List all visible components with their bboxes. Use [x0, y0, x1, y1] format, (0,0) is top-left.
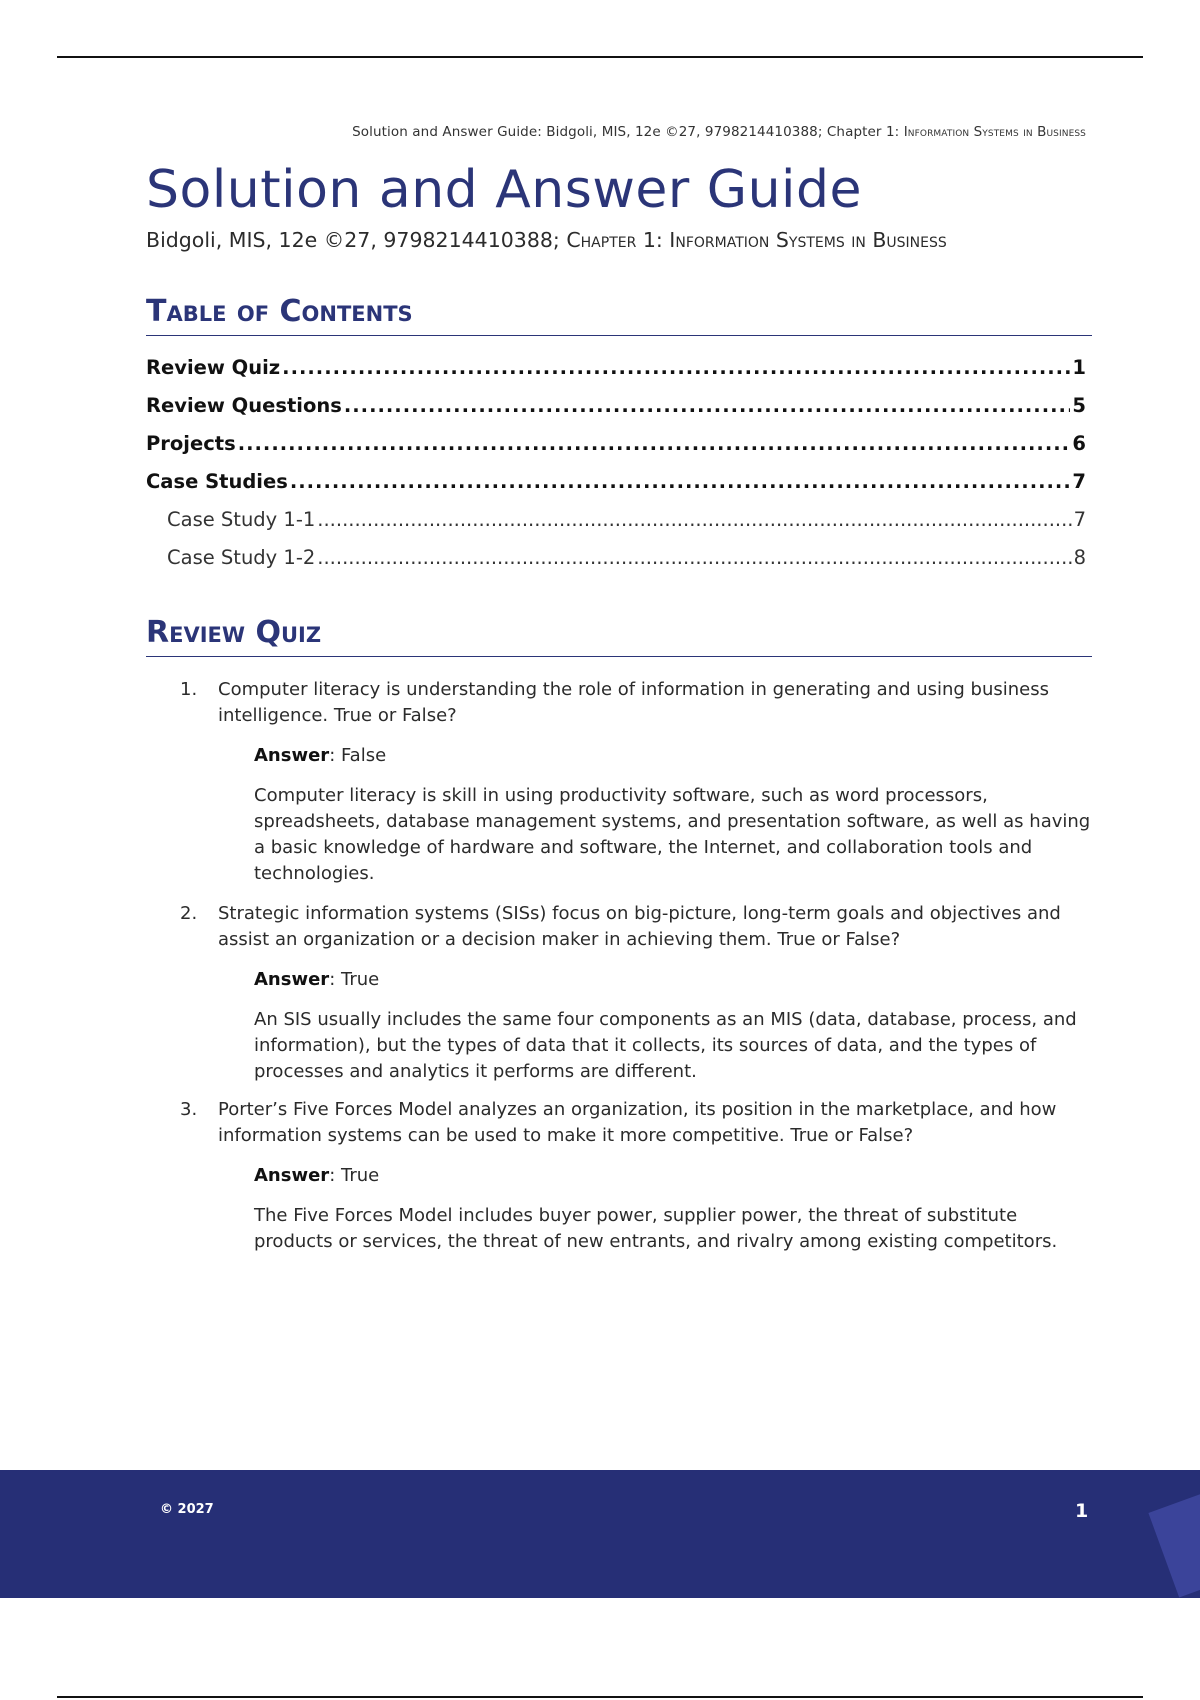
toc-entry-review-quiz[interactable]: [146, 356, 1086, 394]
toc-leader-dots: [238, 432, 1071, 455]
toc-entry-page: 7: [1072, 470, 1086, 493]
quiz-item-number: 2.: [180, 903, 198, 924]
answer-label: Answer: [254, 969, 330, 990]
toc-leader-dots: [344, 394, 1071, 417]
bottom-rule: [57, 1696, 1143, 1698]
toc-entry-label: Review Questions: [146, 394, 342, 417]
quiz-item-number: 3.: [180, 1099, 198, 1120]
quiz-question: Strategic information systems (SISs) focus on big-picture, long-term goals and objectives and assist an organization or a decision maker in achieving them. True or False?: [218, 903, 1061, 950]
toc-leader-dots: [317, 546, 1071, 569]
quiz-item-number: 1.: [180, 679, 198, 700]
toc-entry-projects[interactable]: [146, 432, 1086, 470]
quiz-answer: Answer: False: [254, 745, 387, 766]
quiz-question: Computer literacy is understanding the role of information in generating and using business intelligence. True or False?: [218, 679, 1050, 726]
answer-value: True: [340, 1165, 380, 1186]
toc-entry-page: 1: [1072, 356, 1086, 379]
footer-copyright: © 2027: [160, 1502, 214, 1517]
answer-label: Answer: [254, 745, 330, 766]
toc-leader-dots: [282, 356, 1070, 379]
footer-page-number: 1: [1075, 1500, 1089, 1522]
toc-leader-dots: [290, 470, 1071, 493]
toc-entry-label: Review Quiz: [146, 356, 281, 379]
toc-heading: Table of Contents: [146, 294, 1092, 336]
quiz-item: [146, 1097, 1096, 1255]
toc-entry-label: Case Study 1-1: [167, 508, 316, 531]
toc-entry-case-studies[interactable]: [146, 470, 1086, 508]
toc-entry-label: Case Studies: [146, 470, 288, 493]
running-header-text: Solution and Answer Guide: Bidgoli, MIS, 12e ©27, 9798214410388; Chapter 1:: [352, 124, 904, 140]
answer-value: True: [340, 969, 380, 990]
quiz-question: Porter’s Five Forces Model analyzes an organization, its position in the marketplace, and how information systems can be used to make it more competitive. True or False?: [218, 1099, 1057, 1146]
quiz-explanation: Computer literacy is skill in using productivity software, such as word processors, spreadsheets, database management systems, and presentation software, as well as having a basic knowledge of hardware and software, the Internet, and collaboration tools and technologies.: [254, 785, 1091, 884]
quiz-explanation: The Five Forces Model includes buyer power, supplier power, the threat of substitute products or services, the threat of new entrants, and rivalry among existing competitors.: [254, 1205, 1058, 1252]
subtitle-chapter: Chapter 1: Information Systems in Business: [566, 228, 947, 252]
table-of-contents: [146, 356, 1086, 584]
toc-entry-label: Case Study 1-2: [167, 546, 316, 569]
subtitle-text: Bidgoli, MIS, 12e ©27, 9798214410388;: [146, 228, 567, 252]
footer-band: [0, 1470, 1200, 1598]
review-quiz-heading: Review Quiz: [146, 615, 1092, 657]
review-quiz-list: [146, 677, 1096, 1255]
running-header-chapter: Information Systems in Business: [903, 124, 1086, 140]
quiz-item: [146, 901, 1096, 1085]
toc-entry-page: 7: [1073, 508, 1086, 531]
toc-entry-case-study-1-1[interactable]: [146, 508, 1086, 546]
page-subtitle: [146, 228, 947, 252]
toc-leader-dots: [317, 508, 1071, 531]
toc-entry-review-questions[interactable]: [146, 394, 1086, 432]
answer-label: Answer: [254, 1165, 330, 1186]
top-rule: [57, 56, 1143, 58]
answer-value: False: [340, 745, 387, 766]
toc-entry-page: 5: [1072, 394, 1086, 417]
quiz-item: [146, 677, 1096, 887]
running-header: [352, 124, 1086, 140]
page-title: Solution and Answer Guide: [146, 160, 862, 220]
toc-entry-case-study-1-2[interactable]: [146, 546, 1086, 584]
quiz-answer: Answer: True: [254, 1165, 380, 1186]
toc-entry-label: Projects: [146, 432, 236, 455]
quiz-answer: Answer: True: [254, 969, 380, 990]
quiz-explanation: An SIS usually includes the same four components as an MIS (data, database, process, and information), but the types of data that it collects, its sources of data, and the types of processes and analytics it performs are different.: [254, 1009, 1077, 1082]
toc-entry-page: 6: [1072, 432, 1086, 455]
toc-entry-page: 8: [1073, 546, 1086, 569]
